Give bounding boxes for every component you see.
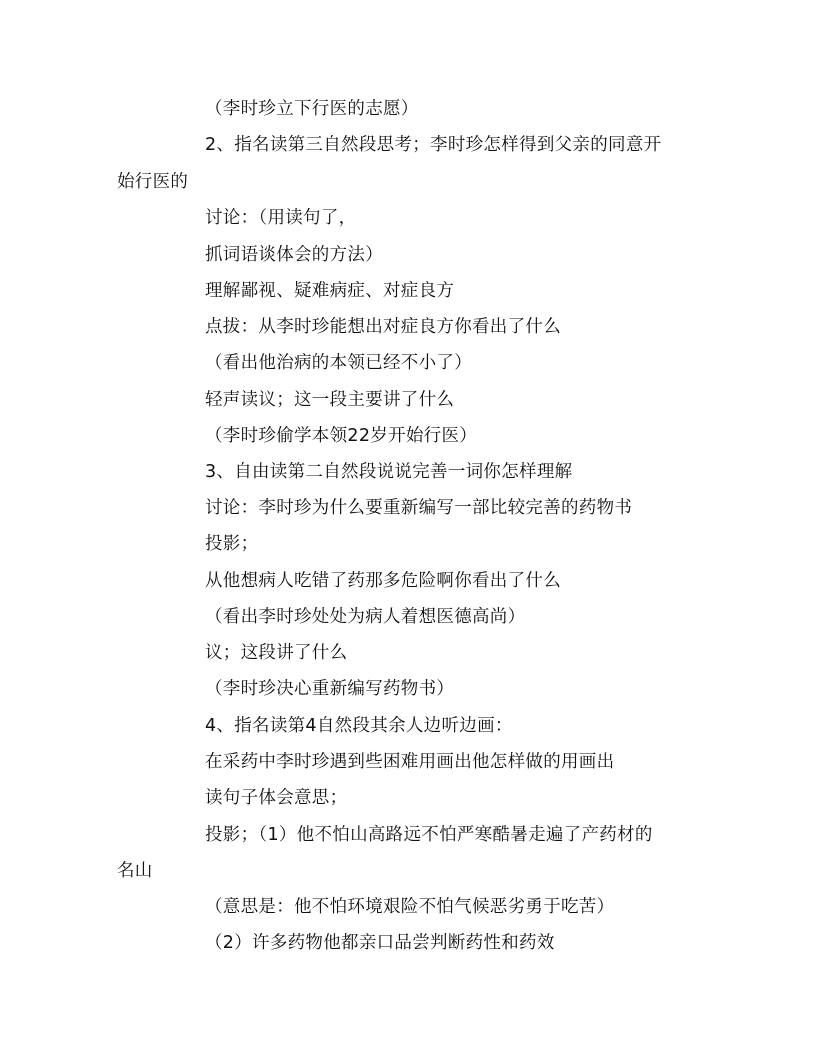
text-line: （李时珍立下行医的志愿） [205,99,419,119]
text-line: 3、自由读第二自然段说说完善一词你怎样理解 [205,462,573,482]
text-line: 抓词语谈体会的方法） [205,245,383,265]
text-line: （李时珍偷学本领22岁开始行医） [205,426,478,446]
text-line: （看出李时珍处处为病人着想医德高尚） [205,607,526,627]
text-line: 读句子体会意思； [205,788,348,808]
text-line: 讨论：（用读句了， [205,208,357,228]
text-line: 从他想病人吃错了药那多危险啊你看出了什么 [205,571,561,591]
text-line: 始行医的 [117,172,189,192]
text-line: 讨论：李时珍为什么要重新编写一部比较完善的药物书 [205,498,633,518]
text-line: 在采药中李时珍遇到些困难用画出他怎样做的用画出 [205,752,615,772]
text-line: 投影； [205,534,259,554]
text-line: 轻声读议；这一段主要讲了什么 [205,390,455,410]
text-line: 理解鄙视、疑难病症、对症良方 [205,281,455,301]
text-line: （李时珍决心重新编写药物书） [205,679,455,699]
text-line: （意思是：他不怕环境艰险不怕气候恶劣勇于吃苦） [205,897,615,917]
text-line: 4、指名读第4自然段其余人边听边画： [205,716,513,736]
text-line: （2）许多药物他都亲口品尝判断药性和药效 [205,933,555,953]
text-line: 投影；（1）他不怕山高路远不怕严寒酷暑走遍了产药材的 [205,825,653,845]
text-line: 名山 [117,861,153,881]
text-line: 点拔：从李时珍能想出对症良方你看出了什么 [205,317,561,337]
text-line: 议；这段讲了什么 [205,643,348,663]
text-line: （看出他治病的本领已经不小了） [205,353,472,373]
text-line: 2、指名读第三自然段思考；李时珍怎样得到父亲的同意开 [205,135,662,155]
